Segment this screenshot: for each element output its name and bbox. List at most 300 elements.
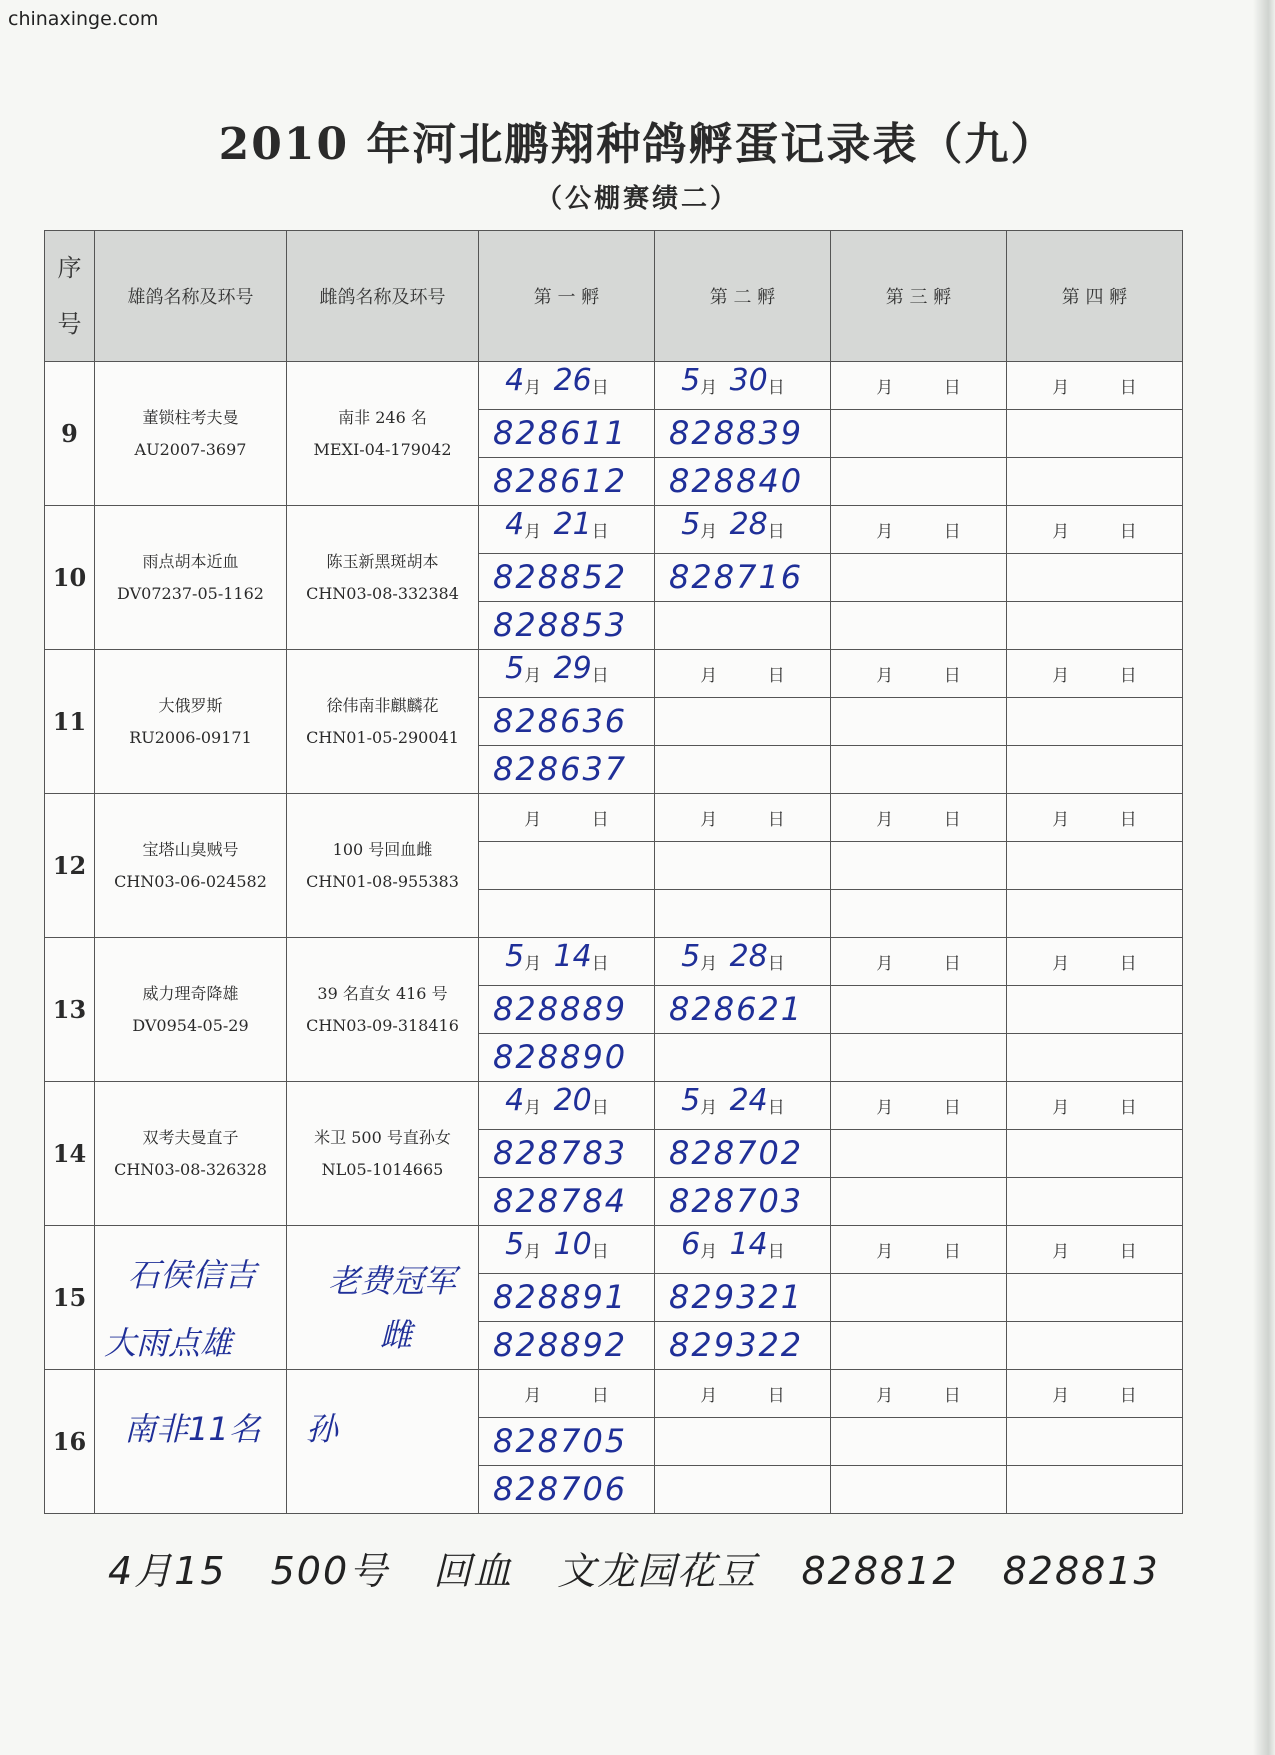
day-label (592, 1381, 609, 1406)
hatch-3-cell (831, 890, 1007, 938)
row-number: 13 (45, 938, 95, 1082)
day-label (944, 661, 961, 686)
hatch-4-cell (1007, 890, 1183, 938)
month-text: 月 (876, 1242, 894, 1262)
hatch-3-cell (831, 794, 1007, 842)
r16-male-handwritten: 南非11名 (124, 1410, 261, 1448)
day-label (768, 1381, 785, 1406)
hatch-4-cell (1007, 554, 1183, 602)
month-text: 月 (876, 378, 894, 398)
note-partner: 文龙园花豆 (557, 1549, 758, 1593)
month-text: 月 (524, 1242, 542, 1262)
month-text: 月 (524, 1386, 542, 1406)
hatch-date (831, 1370, 1006, 1417)
month-text: 月 (524, 378, 542, 398)
month-label (700, 805, 717, 830)
hatch-3-cell (831, 458, 1007, 506)
hatch-4-cell (1007, 650, 1183, 698)
day-label (729, 507, 785, 542)
day-text: 日 (1119, 1386, 1137, 1406)
day-label (1120, 1381, 1137, 1406)
hatch-date (1007, 1082, 1182, 1129)
month-label (505, 1083, 542, 1118)
row-number: 11 (45, 650, 95, 794)
day-text: 日 (1119, 522, 1137, 542)
hatch-date (479, 650, 654, 697)
hatch-date (831, 794, 1006, 841)
hatch-1-cell (479, 458, 655, 506)
row-number: 15 (45, 1226, 95, 1370)
table-row (45, 650, 1183, 698)
hatch-date (655, 650, 830, 697)
header-hatch-3: 第 三 孵 (831, 231, 1007, 362)
row-number: 9 (45, 362, 95, 506)
hatch-2-cell (655, 1370, 831, 1418)
note-ring-1: 828812 (801, 1549, 959, 1593)
month-text: 月 (524, 666, 542, 686)
day-label (553, 1083, 609, 1118)
hatch-1-cell (479, 1034, 655, 1082)
day-label (944, 805, 961, 830)
female-pigeon-name: 39 名直女 416 号 (317, 983, 448, 1003)
header-hatch-2: 第 二 孵 (655, 231, 831, 362)
hatch-date (655, 1370, 830, 1417)
female-pigeon-name: 100 号回血雌 (332, 839, 433, 859)
hatch-2-cell (655, 1418, 831, 1466)
hatch-1-cell (479, 1418, 655, 1466)
hatch-2-cell (655, 746, 831, 794)
month-label (681, 363, 718, 398)
hatch-1-cell (479, 506, 655, 554)
day-label (944, 1237, 961, 1262)
hatch-1-cell (479, 986, 655, 1034)
day-label (944, 1381, 961, 1406)
day-label (944, 1093, 961, 1118)
handwritten-day: 21 (553, 507, 592, 542)
day-label (729, 1227, 785, 1262)
hatch-date (655, 938, 830, 985)
male-pigeon-cell (95, 794, 287, 938)
row-number: 12 (45, 794, 95, 938)
month-text: 月 (524, 1098, 542, 1118)
handwritten-day: 10 (553, 1227, 592, 1262)
day-text: 日 (767, 1386, 785, 1406)
hatch-date (1007, 650, 1182, 697)
header-hatch-1: 第 一 孵 (479, 231, 655, 362)
handwritten-day: 28 (729, 507, 768, 542)
month-text: 月 (876, 522, 894, 542)
month-label (1052, 1093, 1069, 1118)
note-ring-2: 828813 (1002, 1549, 1160, 1593)
month-text: 月 (1052, 954, 1070, 974)
hatch-date (655, 506, 830, 553)
note-pigeon: 500号 (270, 1549, 390, 1593)
hatch-2-cell (655, 602, 831, 650)
female-pigeon-cell (287, 362, 479, 506)
hatch-date (479, 506, 654, 553)
hatch-3-cell (831, 410, 1007, 458)
document-subtitle: （公棚赛绩二） (535, 184, 739, 214)
day-label (944, 373, 961, 398)
month-label (876, 949, 893, 974)
month-label (524, 1381, 541, 1406)
male-pigeon-name: 威力理奇降雄 (142, 983, 239, 1003)
footer-handwritten-note (108, 1540, 1190, 1595)
handwritten-ring-number: 828636 (493, 702, 628, 740)
day-text: 日 (943, 1098, 961, 1118)
hatch-2-cell (655, 1226, 831, 1274)
hatch-2-cell (655, 506, 831, 554)
month-label (681, 939, 718, 974)
hatch-2-cell (655, 698, 831, 746)
day-label (553, 939, 609, 974)
day-label (768, 661, 785, 686)
month-text: 月 (700, 378, 718, 398)
handwritten-day: 28 (729, 939, 768, 974)
hatch-3-cell (831, 602, 1007, 650)
handwritten-month: 4 (505, 507, 525, 542)
hatch-date (479, 1226, 654, 1273)
hatch-4-cell (1007, 698, 1183, 746)
month-text: 月 (876, 810, 894, 830)
hatch-2-cell (655, 842, 831, 890)
male-pigeon-cell (95, 1082, 287, 1226)
hatch-date (831, 650, 1006, 697)
hatch-3-cell (831, 554, 1007, 602)
hatch-1-cell (479, 1466, 655, 1514)
hatch-4-cell (1007, 506, 1183, 554)
note-date: 4月15 (108, 1549, 227, 1593)
hatch-2-cell (655, 650, 831, 698)
day-text: 日 (591, 1242, 609, 1262)
hatch-2-cell (655, 1130, 831, 1178)
handwritten-ring-number: 828612 (493, 462, 628, 500)
month-label (1052, 949, 1069, 974)
month-text: 月 (700, 666, 718, 686)
handwritten-day: 14 (553, 939, 592, 974)
r15-male-handwritten-2: 大雨点雄 (104, 1324, 233, 1362)
hatch-3-cell (831, 1130, 1007, 1178)
month-label (876, 1237, 893, 1262)
hatch-4-cell (1007, 458, 1183, 506)
hatch-3-cell (831, 842, 1007, 890)
hatch-date (831, 362, 1006, 409)
day-text: 日 (591, 1098, 609, 1118)
female-ring-number: CHN01-05-290041 (306, 727, 459, 747)
day-text: 日 (591, 954, 609, 974)
hatch-2-cell (655, 1466, 831, 1514)
day-text: 日 (943, 522, 961, 542)
female-ring-number: CHN01-08-955383 (306, 871, 459, 891)
hatch-2-cell (655, 794, 831, 842)
day-text: 日 (1119, 666, 1137, 686)
hatch-1-cell (479, 938, 655, 986)
hatch-date (655, 1082, 830, 1129)
day-text: 日 (767, 954, 785, 974)
month-label (505, 363, 542, 398)
handwritten-month: 4 (505, 1083, 525, 1118)
day-label (1120, 1237, 1137, 1262)
header-serial: 序 号 (45, 231, 95, 362)
hatch-date (831, 506, 1006, 553)
month-label (505, 651, 542, 686)
day-label (729, 1083, 785, 1118)
month-label (681, 1227, 718, 1262)
hatch-date (1007, 1370, 1182, 1417)
day-text: 日 (591, 666, 609, 686)
day-text: 日 (1119, 810, 1137, 830)
hatch-2-cell (655, 1274, 831, 1322)
month-text: 月 (700, 1242, 718, 1262)
month-label (876, 805, 893, 830)
month-label (681, 1083, 718, 1118)
r15-female-handwritten-2: 雌 (380, 1316, 413, 1354)
hatch-4-cell (1007, 1226, 1183, 1274)
handwritten-month: 5 (505, 1227, 525, 1262)
hatch-3-cell (831, 986, 1007, 1034)
hatch-4-cell (1007, 746, 1183, 794)
male-ring-number: CHN03-08-326328 (114, 1159, 267, 1179)
handwritten-month: 4 (505, 363, 525, 398)
note-bloodline: 回血 (433, 1549, 514, 1593)
handwritten-ring-number: 828891 (493, 1278, 628, 1316)
handwritten-day: 30 (729, 363, 768, 398)
female-ring-number: CHN03-08-332384 (306, 583, 459, 603)
handwritten-ring-number: 828890 (493, 1038, 628, 1076)
hatch-1-cell (479, 1274, 655, 1322)
female-pigeon-name: 陈玉新黑斑胡本 (326, 551, 439, 571)
hatch-3-cell (831, 746, 1007, 794)
month-text: 月 (524, 522, 542, 542)
day-text: 日 (943, 666, 961, 686)
page-edge-shadow (1253, 0, 1275, 1755)
month-label (876, 661, 893, 686)
table-header-row (45, 231, 1183, 362)
male-pigeon-name: 双考夫曼直子 (142, 1127, 239, 1147)
female-ring-number: CHN03-09-318416 (306, 1015, 459, 1035)
hatch-date (655, 362, 830, 409)
handwritten-ring-number: 828705 (493, 1422, 628, 1460)
month-text: 月 (700, 522, 718, 542)
month-label (876, 517, 893, 542)
hatch-2-cell (655, 1034, 831, 1082)
hatch-date (1007, 938, 1182, 985)
r16-female-handwritten: 孙 (306, 1410, 339, 1448)
day-text: 日 (943, 954, 961, 974)
hatch-4-cell (1007, 1034, 1183, 1082)
day-text: 日 (1119, 378, 1137, 398)
table-row (45, 362, 1183, 410)
male-ring-number: AU2007-3697 (134, 439, 247, 459)
month-label (505, 939, 542, 974)
hatch-date (655, 1226, 830, 1273)
handwritten-month: 5 (681, 1083, 701, 1118)
hatch-1-cell (479, 1130, 655, 1178)
hatch-4-cell (1007, 1322, 1183, 1370)
month-label (505, 507, 542, 542)
day-label (944, 517, 961, 542)
hatch-date (479, 1082, 654, 1129)
hatch-4-cell (1007, 602, 1183, 650)
hatch-date (1007, 362, 1182, 409)
hatch-1-cell (479, 1082, 655, 1130)
day-text: 日 (943, 1242, 961, 1262)
hatch-4-cell (1007, 1418, 1183, 1466)
hatch-4-cell (1007, 1178, 1183, 1226)
row-number: 14 (45, 1082, 95, 1226)
row-number: 10 (45, 506, 95, 650)
month-label (700, 1381, 717, 1406)
handwritten-day: 20 (553, 1083, 592, 1118)
month-label (1052, 661, 1069, 686)
hatch-1-cell (479, 1370, 655, 1418)
hatch-3-cell (831, 1322, 1007, 1370)
day-label (553, 1227, 609, 1262)
hatch-1-cell (479, 1322, 655, 1370)
hatch-date (479, 362, 654, 409)
month-label (681, 507, 718, 542)
month-text: 月 (700, 1386, 718, 1406)
handwritten-month: 5 (681, 363, 701, 398)
row-number: 16 (45, 1370, 95, 1514)
handwritten-ring-number: 828621 (669, 990, 804, 1028)
month-label (876, 1093, 893, 1118)
hatch-date (479, 1370, 654, 1417)
header-female: 雌鸽名称及环号 (287, 231, 479, 362)
hatch-4-cell (1007, 842, 1183, 890)
day-text: 日 (591, 810, 609, 830)
day-text: 日 (767, 378, 785, 398)
month-label (700, 661, 717, 686)
month-text: 月 (1052, 522, 1070, 542)
hatch-2-cell (655, 362, 831, 410)
male-ring-number: DV07237-05-1162 (117, 583, 264, 603)
day-label (1120, 805, 1137, 830)
month-text: 月 (876, 954, 894, 974)
handwritten-day: 14 (729, 1227, 768, 1262)
hatch-2-cell (655, 890, 831, 938)
month-text: 月 (876, 1098, 894, 1118)
month-text: 月 (876, 666, 894, 686)
handwritten-ring-number: 829321 (669, 1278, 804, 1316)
hatch-2-cell (655, 554, 831, 602)
handwritten-ring-number: 828611 (493, 414, 628, 452)
table-row (45, 794, 1183, 842)
month-label (1052, 805, 1069, 830)
day-text: 日 (943, 1386, 961, 1406)
handwritten-ring-number: 828783 (493, 1134, 628, 1172)
male-pigeon-cell (95, 506, 287, 650)
handwritten-ring-number: 828889 (493, 990, 628, 1028)
hatch-date (831, 1226, 1006, 1273)
handwritten-ring-number: 828706 (493, 1470, 628, 1508)
month-text: 月 (524, 954, 542, 974)
hatch-4-cell (1007, 794, 1183, 842)
day-label (768, 805, 785, 830)
handwritten-month: 6 (681, 1227, 701, 1262)
handwritten-day: 29 (553, 651, 592, 686)
month-text: 月 (1052, 378, 1070, 398)
month-label (1052, 373, 1069, 398)
day-label (1120, 661, 1137, 686)
day-label (1120, 1093, 1137, 1118)
month-text: 月 (700, 1098, 718, 1118)
day-label (553, 651, 609, 686)
hatch-1-cell (479, 602, 655, 650)
month-text: 月 (700, 954, 718, 974)
hatch-3-cell (831, 1370, 1007, 1418)
hatch-3-cell (831, 650, 1007, 698)
hatch-1-cell (479, 794, 655, 842)
table-row (45, 1082, 1183, 1130)
day-label (1120, 373, 1137, 398)
hatch-4-cell (1007, 1082, 1183, 1130)
female-pigeon-name: 米卫 500 号直孙女 (314, 1127, 451, 1147)
female-pigeon-name: 徐伟南非麒麟花 (326, 695, 439, 715)
hatch-2-cell (655, 458, 831, 506)
month-label (876, 1381, 893, 1406)
female-pigeon-cell (287, 1082, 479, 1226)
day-text: 日 (767, 522, 785, 542)
female-ring-number: MEXI-04-179042 (313, 439, 452, 459)
handwritten-ring-number: 828637 (493, 750, 628, 788)
day-label (944, 949, 961, 974)
handwritten-ring-number: 828839 (669, 414, 804, 452)
r15-male-handwritten-1: 石侯信吉 (128, 1256, 257, 1294)
day-text: 日 (1119, 1242, 1137, 1262)
handwritten-ring-number: 828703 (669, 1182, 804, 1220)
male-ring-number: RU2006-09171 (129, 727, 252, 747)
hatch-3-cell (831, 1466, 1007, 1514)
hatch-3-cell (831, 362, 1007, 410)
hatch-1-cell (479, 362, 655, 410)
hatch-1-cell (479, 1226, 655, 1274)
day-text: 日 (591, 1386, 609, 1406)
female-pigeon-cell (287, 938, 479, 1082)
handwritten-day: 26 (553, 363, 592, 398)
day-label (1120, 517, 1137, 542)
hatch-4-cell (1007, 986, 1183, 1034)
hatch-4-cell (1007, 410, 1183, 458)
hatch-3-cell (831, 1418, 1007, 1466)
handwritten-ring-number: 828892 (493, 1326, 628, 1364)
hatch-1-cell (479, 410, 655, 458)
hatch-2-cell (655, 1178, 831, 1226)
day-text: 日 (943, 378, 961, 398)
header-hatch-4: 第 四 孵 (1007, 231, 1183, 362)
male-pigeon-name: 大俄罗斯 (158, 695, 223, 715)
male-pigeon-name: 雨点胡本近血 (142, 551, 239, 571)
month-text: 月 (1052, 1386, 1070, 1406)
handwritten-ring-number: 828702 (669, 1134, 804, 1172)
handwritten-day: 24 (729, 1083, 768, 1118)
handwritten-month: 5 (681, 507, 701, 542)
day-text: 日 (767, 666, 785, 686)
month-text: 月 (524, 810, 542, 830)
hatch-1-cell (479, 650, 655, 698)
handwritten-month: 5 (505, 939, 525, 974)
month-text: 月 (1052, 1242, 1070, 1262)
day-label (729, 363, 785, 398)
hatch-date (1007, 1226, 1182, 1273)
hatch-3-cell (831, 1082, 1007, 1130)
day-text: 日 (591, 522, 609, 542)
hatch-2-cell (655, 410, 831, 458)
day-label (553, 507, 609, 542)
handwritten-month: 5 (681, 939, 701, 974)
hatch-date (1007, 794, 1182, 841)
male-pigeon-name: 董锁柱考夫曼 (142, 407, 239, 427)
